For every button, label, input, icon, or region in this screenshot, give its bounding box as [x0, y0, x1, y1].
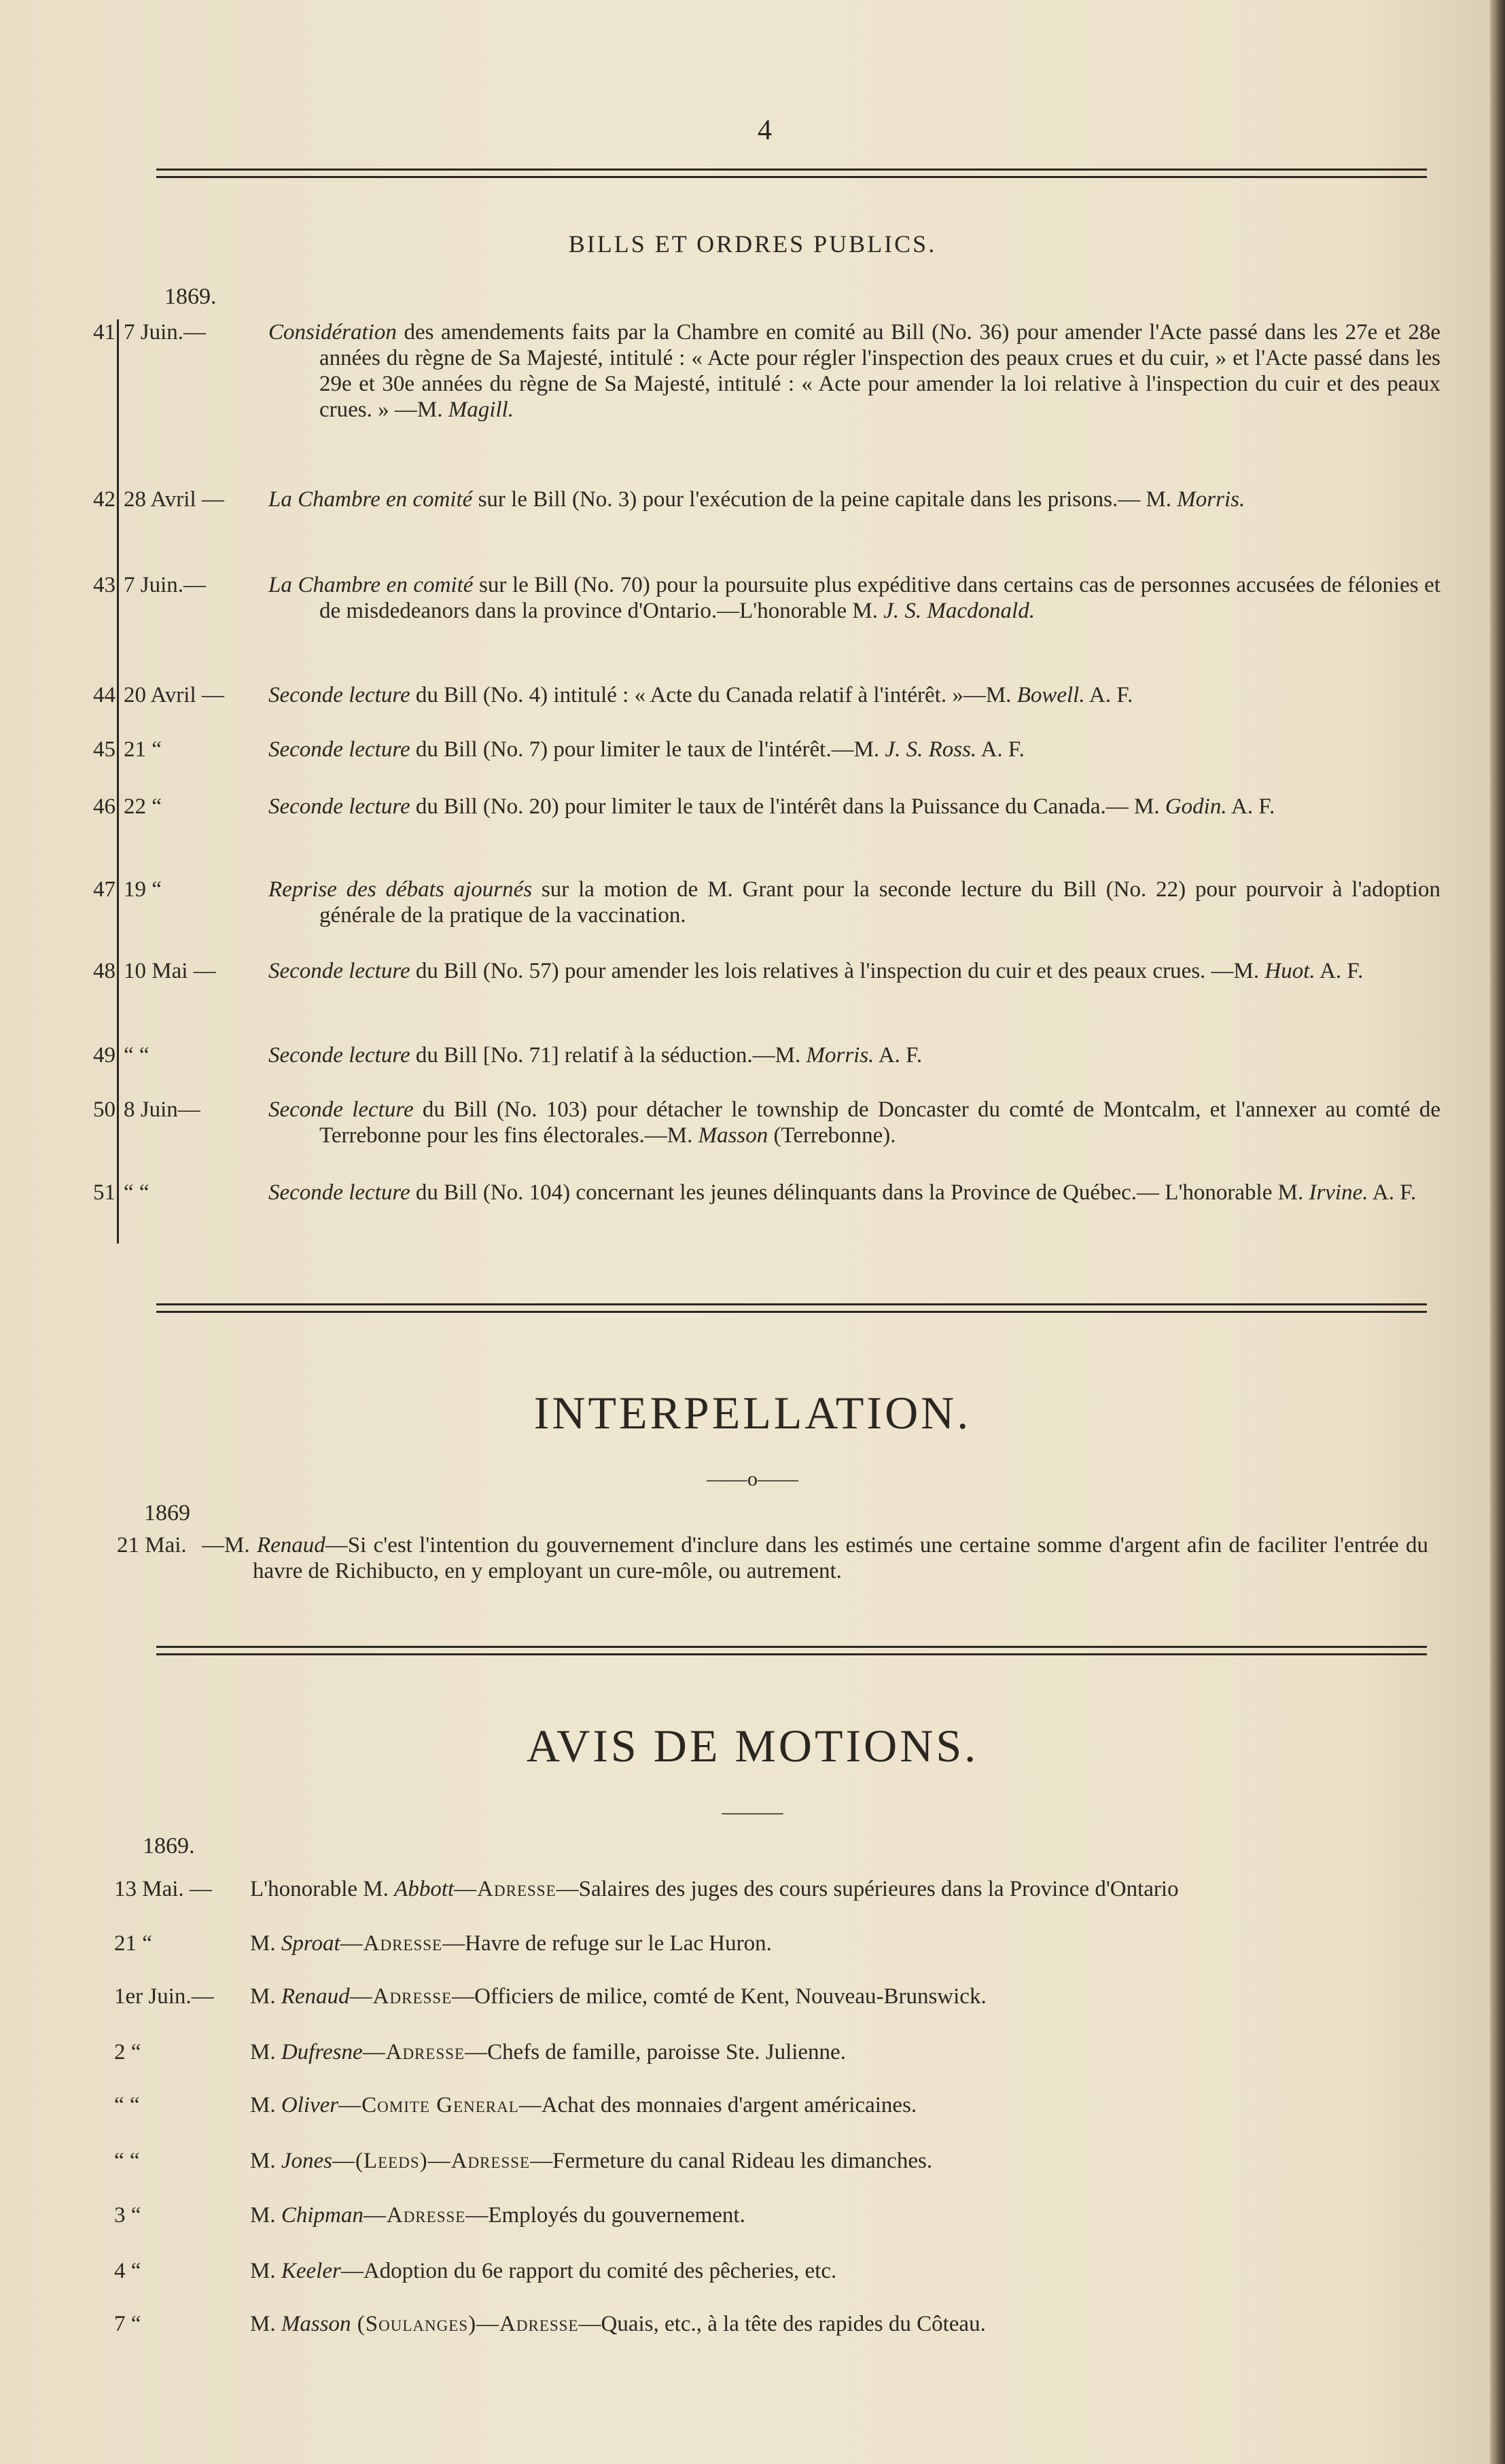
bill-date: 22 “ [124, 794, 162, 819]
bill-item [88, 319, 1440, 423]
bill-text [268, 877, 1441, 928]
motion-text [250, 2092, 917, 2119]
motion-date: 21 “ [114, 1931, 152, 1956]
bill-text [268, 319, 1440, 423]
motions-separator: ——— [722, 1801, 783, 1823]
motion-date: 4 “ [114, 2259, 141, 2283]
motion-member: Abbott [394, 1877, 455, 1901]
motions-title: AVIS DE MOTIONS. [526, 1720, 979, 1772]
motion-text [250, 2147, 932, 2175]
motion-subject: —Chefs de famille, paroisse Ste. Julienne. [465, 2040, 846, 2064]
bill-text [268, 1180, 1440, 1205]
bill-suffix: A. F. [1315, 959, 1364, 983]
bill-date: 20 Avril — [124, 683, 224, 707]
interpellation-separator: ——o—— [707, 1468, 798, 1490]
motion-subject: —Officiers de milice, comté de Kent, Nouveau-Brunswick. [452, 1984, 987, 2009]
motion-kind: —Comite General [338, 2093, 519, 2117]
bills-year: 1869. [164, 284, 217, 309]
bill-description: du Bill (No. 7) pour limiter le taux de l'intérêt.—M. [410, 737, 885, 762]
bill-date: 10 Mai — [124, 959, 216, 983]
interpellation-member: Renaud [256, 1533, 325, 1557]
motion-text [250, 1983, 987, 2010]
bill-item [88, 487, 1440, 512]
motion-kind: (Soulanges)—Adresse [351, 2312, 579, 2336]
bill-text [268, 958, 1440, 984]
bill-suffix: A. F. [1368, 1180, 1417, 1205]
motion-text [250, 2202, 745, 2229]
motion-text [250, 1876, 1179, 1903]
bill-order-type: Seconde lecture [268, 683, 410, 707]
motion-date: “ “ [114, 2149, 140, 2173]
motion-date: 1er Juin.— [114, 1984, 214, 2009]
motion-prefix: L'honorable M. [250, 1877, 395, 1901]
bill-item [88, 737, 1440, 762]
bill-number: 51 [93, 1180, 116, 1205]
bill-member: Morris. [806, 1043, 874, 1068]
bill-text [268, 794, 1440, 820]
bill-member: Magill. [448, 398, 514, 422]
bill-item [88, 958, 1440, 984]
motion-member: Renaud [281, 1984, 350, 2009]
bill-order-type: Seconde lecture [268, 794, 410, 819]
page-edge [1490, 0, 1505, 2464]
bill-number: 45 [93, 737, 116, 762]
bill-date: 7 Juin.— [124, 320, 207, 345]
motion-subject: —Fermeture du canal Rideau les dimanches. [530, 2149, 933, 2173]
motion-member: Masson [281, 2312, 351, 2336]
bill-item [88, 1180, 1440, 1205]
bill-item [88, 1042, 1440, 1068]
bill-description: sur le Bill (No. 3) pour l'exécution de la peine capitale dans les prisons.— M. [472, 487, 1178, 512]
motion-text [250, 2257, 836, 2285]
motion-prefix: M. [250, 2259, 281, 2283]
interpellation-title: INTERPELLATION. [533, 1387, 972, 1439]
bill-item [88, 1097, 1440, 1148]
bill-number: 42 [93, 487, 116, 512]
motion-prefix: M. [250, 1984, 281, 2009]
motion-kind: —Adresse [363, 2203, 466, 2228]
bill-order-type: Seconde lecture [268, 1180, 410, 1205]
motion-prefix: M. [250, 2040, 281, 2064]
bill-description: sur le Bill (No. 70) pour la poursuite plus expéditive dans certains cas de personnes accusées de félonies et de misdedeanors dans la province d'Ontario.—L'honorable M. [319, 573, 1440, 623]
motion-date: 2 “ [114, 2040, 141, 2064]
bill-number: 44 [93, 683, 116, 707]
motion-member: Sproat [281, 1931, 340, 1956]
bill-suffix: A. F. [976, 737, 1025, 762]
bills-title: BILLS ET ORDRES PUBLICS. [568, 230, 937, 258]
bill-number: 49 [93, 1043, 116, 1068]
bill-description: du Bill (No. 103) pour détacher le township de Doncaster du comté de Montcalm, et l'annexer au comté de Terrebonne pour les fins électorales.—M. [319, 1097, 1440, 1148]
bill-date: 21 “ [124, 737, 162, 762]
bill-order-type: Seconde lecture [268, 959, 410, 983]
bill-item [88, 794, 1440, 820]
bill-date: 28 Avril — [124, 487, 224, 512]
motion-text [250, 2039, 846, 2066]
bill-suffix: A. F. [1226, 794, 1275, 819]
bill-date: 7 Juin.— [124, 573, 207, 597]
bill-member: Irvine. [1309, 1180, 1368, 1205]
motion-prefix: M. [250, 1931, 281, 1956]
bill-order-type: Seconde lecture [268, 1043, 410, 1068]
bill-description: des amendements faits par la Chambre en comité au Bill (No. 36) pour amender l'Acte passé dans les 27e et 28e années du règne de Sa Majesté, intitulé : « Acte pour régler l'inspection des peaux crues et du cuir, » et l'Acte passé dans les 29e et 30e années du règne de Sa Majesté, intitulé : « Acte pour amender la loi relative à l'inspection du cuir et des peaux crues. » —M. [319, 320, 1440, 422]
bill-number: 48 [93, 959, 116, 983]
bill-suffix: A. F. [874, 1043, 923, 1068]
motion-kind: —Adresse [349, 1984, 453, 2009]
bill-text [268, 682, 1440, 708]
motion-kind: —(Leeds)—Adresse [332, 2149, 531, 2173]
bill-description: du Bill (No. 20) pour limiter le taux de l'intérêt dans la Puissance du Canada.— M. [410, 794, 1165, 819]
bill-text [268, 487, 1440, 512]
bill-text [268, 737, 1440, 762]
motion-subject: —Havre de refuge sur le Lac Huron. [442, 1931, 772, 1956]
motions-year: 1869. [143, 1833, 195, 1859]
motion-kind: —Adresse [362, 2040, 465, 2064]
bill-suffix: A. F. [1084, 683, 1133, 707]
bill-date: “ “ [124, 1043, 149, 1068]
interpellation-year: 1869 [144, 1500, 190, 1526]
motion-subject: —Adoption du 6e rapport du comité des pêcheries, etc. [340, 2259, 837, 2283]
bill-number: 41 [93, 320, 116, 345]
motion-subject: —Quais, etc., à la tête des rapides du Côteau. [578, 2312, 986, 2336]
bill-number: 47 [93, 877, 116, 902]
motion-date: 3 “ [114, 2203, 141, 2228]
motion-subject: —Salaires des juges des cours supérieures dans la Province d'Ontario [556, 1877, 1179, 1901]
motion-prefix: M. [250, 2312, 281, 2336]
bill-order-type: La Chambre en comité [268, 487, 473, 512]
bill-suffix: (Terrebonne). [768, 1123, 896, 1148]
bill-description: sur la motion de M. Grant pour la seconde lecture du Bill (No. 22) pour pourvoir à l'adoption générale de la pratique de la vaccination. [319, 877, 1441, 928]
bill-number: 43 [93, 573, 116, 597]
motion-prefix: M. [250, 2149, 281, 2173]
motion-member: Keeler [281, 2259, 341, 2283]
bill-text [268, 1097, 1440, 1148]
motion-member: Oliver [281, 2093, 339, 2117]
bill-order-type: Seconde lecture [268, 737, 410, 762]
bill-order-type: La Chambre en comité [268, 573, 474, 597]
bill-order-type: Reprise des débats ajournés [268, 877, 533, 902]
bill-member: J. S. Macdonald. [883, 599, 1035, 623]
motion-kind: —Adresse [454, 1877, 556, 1901]
bill-description: du Bill [No. 71] relatif à la séduction.—M. [410, 1043, 807, 1068]
bill-member: J. S. Ross. [885, 737, 977, 762]
motion-text [250, 2310, 986, 2338]
interpellation-entry [117, 1532, 1428, 1584]
motion-member: Chipman [281, 2203, 364, 2228]
motion-date: 7 “ [114, 2312, 141, 2336]
bill-member: Bowell. [1016, 683, 1085, 707]
interpellation-date: 21 Mai. [117, 1533, 187, 1557]
motion-text [250, 1930, 772, 1957]
bill-item [88, 682, 1440, 708]
motion-member: Jones [281, 2149, 332, 2173]
bill-date: 8 Juin— [124, 1097, 200, 1122]
page-number: 4 [758, 115, 772, 146]
bill-member: Godin. [1165, 794, 1227, 819]
motion-prefix: M. [250, 2093, 281, 2117]
motion-kind: —Adresse [340, 1931, 443, 1956]
motion-subject: —Achat des monnaies d'argent américaines. [518, 2093, 917, 2117]
bill-number: 50 [93, 1097, 116, 1122]
bill-member: Masson [698, 1123, 768, 1148]
motion-member: Dufresne [281, 2040, 363, 2064]
bill-item [88, 877, 1440, 928]
bill-description: du Bill (No. 4) intitulé : « Acte du Canada relatif à l'intérêt. »—M. [410, 683, 1017, 707]
motion-date: 13 Mai. — [114, 1877, 212, 1901]
bill-order-type: Seconde lecture [268, 1097, 414, 1122]
motion-prefix: M. [250, 2203, 281, 2228]
bill-description: du Bill (No. 104) concernant les jeunes délinquants dans la Province de Québec.— L'honorable M. [410, 1180, 1309, 1205]
bill-member: Huot. [1264, 959, 1315, 983]
motion-date: “ “ [114, 2093, 140, 2117]
bill-order-type: Considération [268, 320, 397, 345]
bill-number: 46 [93, 794, 116, 819]
motion-subject: —Employés du gouvernement. [465, 2203, 745, 2228]
interpellation-text: —M. Renaud—Si c'est l'intention du gouvernement d'inclure dans les estimés une certaine somme d'argent afin de faciliter l'entrée du havre de Richibucto, en y employant un cure-môle, ou autrement. [202, 1533, 1429, 1583]
bill-date: 19 “ [124, 877, 162, 902]
interpellation-rule [156, 1303, 1427, 1313]
bill-item [88, 572, 1440, 624]
top-rule [156, 169, 1427, 178]
motions-rule [156, 1646, 1427, 1655]
bill-text [268, 1042, 1440, 1068]
bill-text [268, 572, 1440, 624]
bill-member: Morris. [1177, 487, 1245, 512]
bill-date: “ “ [124, 1180, 149, 1205]
bill-description: du Bill (No. 57) pour amender les lois relatives à l'inspection du cuir et des peaux crues. —M. [410, 959, 1265, 983]
